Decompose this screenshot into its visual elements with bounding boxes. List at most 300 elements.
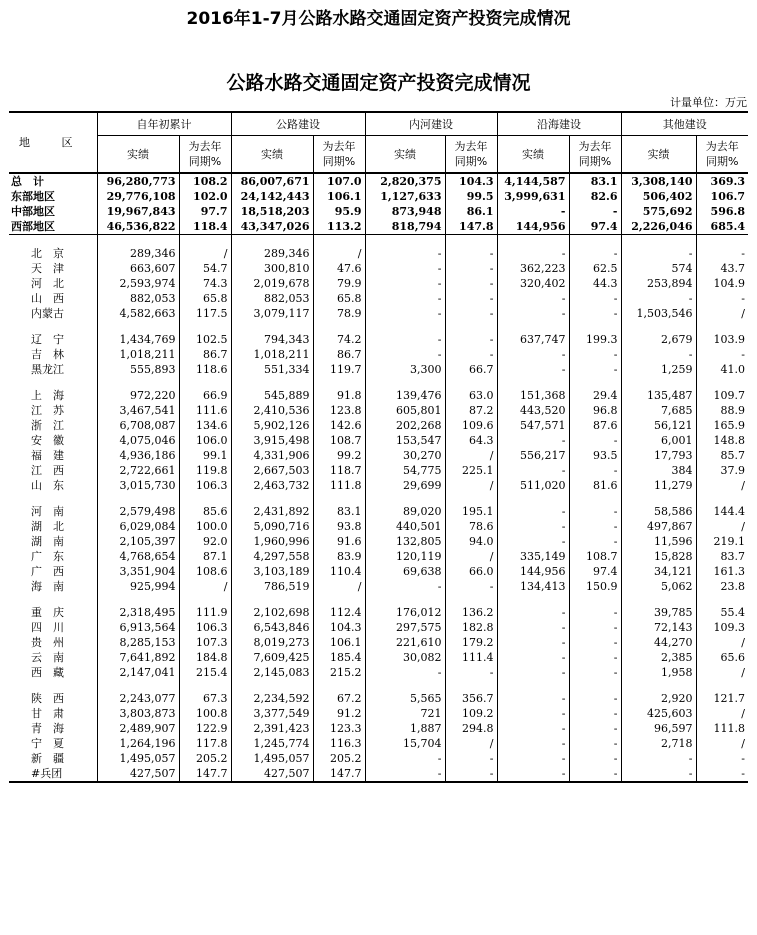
value-cell: 1,887 — [365, 721, 445, 736]
pct-cell: 44.3 — [569, 276, 621, 291]
value-cell: 2,410,536 — [231, 403, 313, 418]
value-cell: - — [497, 504, 569, 519]
value-cell: 7,609,425 — [231, 650, 313, 665]
region-cell: 江 苏 — [31, 404, 64, 417]
value-cell: 3,015,730 — [97, 478, 179, 493]
pct-cell: / — [179, 246, 231, 261]
table-row — [9, 463, 748, 478]
pct-subheader — [696, 136, 748, 174]
region-cell: 黑龙江 — [31, 363, 64, 376]
pct-cell: 54.7 — [179, 261, 231, 276]
region-cell: 湖 南 — [31, 535, 64, 548]
pct-cell: 91.8 — [313, 388, 365, 403]
value-cell: 2,463,732 — [231, 478, 313, 493]
value-cell: 4,144,587 — [497, 173, 569, 189]
value-cell: 2,243,077 — [97, 691, 179, 706]
value-cell: 1,127,633 — [365, 189, 445, 204]
table-row — [9, 519, 748, 534]
pct-cell: 106.1 — [313, 635, 365, 650]
pct-cell: / — [445, 736, 497, 751]
value-cell: - — [497, 706, 569, 721]
pct-cell: - — [445, 751, 497, 766]
value-cell: 545,889 — [231, 388, 313, 403]
spacer-row — [9, 321, 748, 332]
pct-cell: 109.6 — [445, 418, 497, 433]
pct-cell: - — [445, 306, 497, 321]
value-cell: 89,020 — [365, 504, 445, 519]
pct-cell: 83.9 — [313, 549, 365, 564]
value-cell: 362,223 — [497, 261, 569, 276]
region-cell: 西部地区 — [9, 219, 97, 235]
value-cell: 6,001 — [621, 433, 696, 448]
pct-cell: / — [696, 478, 748, 493]
value-cell: 30,082 — [365, 650, 445, 665]
pct-subheader — [445, 136, 497, 174]
pct-cell: - — [569, 706, 621, 721]
pct-cell: 110.4 — [313, 564, 365, 579]
pct-cell: - — [569, 736, 621, 751]
region-cell: 贵 州 — [31, 636, 64, 649]
value-cell: 425,603 — [621, 706, 696, 721]
region-cell: 福 建 — [31, 449, 64, 462]
value-cell: 6,708,087 — [97, 418, 179, 433]
table-row — [9, 347, 748, 362]
value-cell: 2,579,498 — [97, 504, 179, 519]
pct-cell: - — [445, 246, 497, 261]
value-cell: 3,308,140 — [621, 173, 696, 189]
table-row — [9, 605, 748, 620]
pct-cell: 83.1 — [569, 173, 621, 189]
value-cell: - — [497, 605, 569, 620]
pct-cell: - — [569, 691, 621, 706]
value-cell: 86,007,671 — [231, 173, 313, 189]
region-cell: 河 北 — [31, 277, 64, 290]
pct-cell: 87.2 — [445, 403, 497, 418]
pct-cell: 100.0 — [179, 519, 231, 534]
value-cell: 30,270 — [365, 448, 445, 463]
value-cell: 2,820,375 — [365, 173, 445, 189]
pct-cell: - — [569, 519, 621, 534]
table-row — [9, 665, 748, 680]
pct-cell: 85.6 — [179, 504, 231, 519]
value-cell: 556,217 — [497, 448, 569, 463]
value-cell: 2,722,661 — [97, 463, 179, 478]
table-row — [9, 418, 748, 433]
pct-cell: - — [569, 605, 621, 620]
value-cell: 3,803,873 — [97, 706, 179, 721]
value-cell: 551,334 — [231, 362, 313, 377]
pct-cell: - — [569, 766, 621, 782]
pct-cell: / — [313, 579, 365, 594]
pct-subheader-line2: 同期% — [454, 155, 488, 168]
pct-cell: 107.0 — [313, 173, 365, 189]
value-cell: - — [621, 347, 696, 362]
pct-cell: - — [445, 276, 497, 291]
pct-cell: 67.2 — [313, 691, 365, 706]
value-cell: 72,143 — [621, 620, 696, 635]
value-cell: 153,547 — [365, 433, 445, 448]
pct-cell: - — [569, 291, 621, 306]
value-cell: 54,775 — [365, 463, 445, 478]
value-cell: 34,121 — [621, 564, 696, 579]
pct-cell: 123.3 — [313, 721, 365, 736]
pct-cell: 103.9 — [696, 332, 748, 347]
pct-cell: - — [569, 620, 621, 635]
pct-cell: 66.0 — [445, 564, 497, 579]
group-header: 公路建设 — [231, 112, 365, 136]
summary-row — [9, 189, 748, 204]
pct-cell: 92.0 — [179, 534, 231, 549]
region-cell: 青 海 — [31, 722, 64, 735]
value-cell: 2,718 — [621, 736, 696, 751]
value-cell: 135,487 — [621, 388, 696, 403]
value-cell: 39,785 — [621, 605, 696, 620]
pct-cell: - — [569, 306, 621, 321]
pct-cell: 117.5 — [179, 306, 231, 321]
pct-cell: 106.3 — [179, 620, 231, 635]
spacer-row — [9, 235, 748, 247]
pct-cell: - — [696, 246, 748, 261]
pct-subheader-line2: 同期% — [322, 155, 356, 168]
table-row — [9, 635, 748, 650]
value-cell: 2,145,083 — [231, 665, 313, 680]
value-cell: 873,948 — [365, 204, 445, 219]
region-header: 地 区 — [9, 112, 97, 173]
group-header: 沿海建设 — [497, 112, 621, 136]
value-cell: 134,413 — [497, 579, 569, 594]
value-cell: 6,029,084 — [97, 519, 179, 534]
region-cell: 东部地区 — [11, 190, 55, 203]
pct-cell: - — [696, 347, 748, 362]
pct-cell: 142.6 — [313, 418, 365, 433]
pct-cell: 97.7 — [179, 204, 231, 219]
value-cell: 96,280,773 — [97, 173, 179, 189]
pct-cell: 91.2 — [313, 706, 365, 721]
pct-cell: 106.0 — [179, 433, 231, 448]
pct-cell: 93.8 — [313, 519, 365, 534]
value-cell: 2,920 — [621, 691, 696, 706]
value-cell: 574 — [621, 261, 696, 276]
value-cell: 56,121 — [621, 418, 696, 433]
pct-cell: 199.3 — [569, 332, 621, 347]
table-row — [9, 721, 748, 736]
value-cell: - — [497, 665, 569, 680]
value-cell: 5,062 — [621, 579, 696, 594]
pct-cell: 144.4 — [696, 504, 748, 519]
value-cell: 29,776,108 — [97, 189, 179, 204]
pct-cell: 215.4 — [179, 665, 231, 680]
pct-cell: 62.5 — [569, 261, 621, 276]
spacer-row — [9, 377, 748, 388]
pct-cell: 111.4 — [445, 650, 497, 665]
value-cell: - — [497, 620, 569, 635]
pct-cell: / — [696, 665, 748, 680]
table-row — [9, 261, 748, 276]
pct-cell: 47.6 — [313, 261, 365, 276]
pct-cell: 113.2 — [313, 219, 365, 235]
group-header: 内河建设 — [365, 112, 497, 136]
value-cell: 289,346 — [231, 246, 313, 261]
pct-cell: - — [445, 261, 497, 276]
pct-cell: 205.2 — [179, 751, 231, 766]
pct-cell: / — [696, 519, 748, 534]
value-cell: - — [497, 291, 569, 306]
pct-cell: 134.6 — [179, 418, 231, 433]
value-cell: - — [497, 204, 569, 219]
table-row — [9, 448, 748, 463]
pct-cell: - — [569, 347, 621, 362]
table-row — [9, 751, 748, 766]
value-cell: 818,794 — [365, 219, 445, 235]
table-row — [9, 246, 748, 261]
value-cell: 297,575 — [365, 620, 445, 635]
value-cell: - — [365, 347, 445, 362]
value-cell: 6,913,564 — [97, 620, 179, 635]
table-row — [9, 736, 748, 751]
pct-cell: 148.8 — [696, 433, 748, 448]
spacer-row — [9, 680, 748, 691]
pct-cell: 165.9 — [696, 418, 748, 433]
value-cell: 96,597 — [621, 721, 696, 736]
table-row — [9, 549, 748, 564]
value-cell: 2,679 — [621, 332, 696, 347]
pct-cell: 83.7 — [696, 549, 748, 564]
value-cell: - — [365, 261, 445, 276]
table-row — [9, 766, 748, 782]
pct-cell: 150.9 — [569, 579, 621, 594]
pct-cell: 118.4 — [179, 219, 231, 235]
region-cell: 浙 江 — [31, 419, 64, 432]
table-row — [9, 362, 748, 377]
pct-cell: 102.5 — [179, 332, 231, 347]
value-cell: 3,999,631 — [497, 189, 569, 204]
value-cell: 15,704 — [365, 736, 445, 751]
pct-cell: 97.4 — [569, 219, 621, 235]
value-cell: 1,245,774 — [231, 736, 313, 751]
pct-cell: - — [696, 291, 748, 306]
pct-cell: - — [696, 766, 748, 782]
value-cell: 3,300 — [365, 362, 445, 377]
value-cell: 2,391,423 — [231, 721, 313, 736]
value-cell: 547,571 — [497, 418, 569, 433]
pct-cell: 78.6 — [445, 519, 497, 534]
value-cell: 335,149 — [497, 549, 569, 564]
pct-cell: 106.7 — [696, 189, 748, 204]
pct-cell: - — [569, 751, 621, 766]
region-cell: 山 西 — [31, 292, 64, 305]
value-cell: - — [497, 766, 569, 782]
table-row — [9, 534, 748, 549]
pct-cell: 596.8 — [696, 204, 748, 219]
pct-cell: 205.2 — [313, 751, 365, 766]
value-cell: 17,793 — [621, 448, 696, 463]
value-cell: 1,434,769 — [97, 332, 179, 347]
region-cell: 新 疆 — [31, 752, 64, 765]
pct-subheader-line1: 为去年 — [578, 140, 612, 153]
value-cell: - — [365, 332, 445, 347]
value-cell: 300,810 — [231, 261, 313, 276]
value-cell: - — [365, 751, 445, 766]
value-cell: 24,142,443 — [231, 189, 313, 204]
pct-cell: / — [445, 549, 497, 564]
value-cell: - — [497, 347, 569, 362]
value-cell: 176,012 — [365, 605, 445, 620]
pct-cell: 111.6 — [179, 403, 231, 418]
pct-subheader — [569, 136, 621, 174]
pct-subheader-line1: 为去年 — [322, 140, 356, 153]
spacer-row — [9, 594, 748, 605]
value-cell: - — [497, 246, 569, 261]
pct-subheader — [179, 136, 231, 174]
pct-cell: 65.8 — [313, 291, 365, 306]
pct-cell: 161.3 — [696, 564, 748, 579]
pct-cell: 99.2 — [313, 448, 365, 463]
group-header: 其他建设 — [621, 112, 748, 136]
pct-cell: 356.7 — [445, 691, 497, 706]
table-header — [9, 112, 748, 173]
pct-cell: / — [696, 306, 748, 321]
pct-cell: 65.8 — [179, 291, 231, 306]
pct-cell: 66.9 — [179, 388, 231, 403]
region-cell: 海 南 — [31, 580, 64, 593]
pct-cell: 107.3 — [179, 635, 231, 650]
pct-cell: 225.1 — [445, 463, 497, 478]
summary-row — [9, 219, 748, 235]
value-cell: 1,958 — [621, 665, 696, 680]
region-cell: 上 海 — [31, 389, 64, 402]
pct-cell: 219.1 — [696, 534, 748, 549]
region-cell: 河 南 — [31, 505, 64, 518]
pct-cell: - — [569, 635, 621, 650]
pct-cell: 97.4 — [569, 564, 621, 579]
value-cell: - — [621, 291, 696, 306]
pct-cell: 67.3 — [179, 691, 231, 706]
pct-cell: 104.3 — [445, 173, 497, 189]
pct-cell: / — [313, 246, 365, 261]
pct-cell: 78.9 — [313, 306, 365, 321]
region-cell: 北 京 — [31, 247, 64, 260]
pct-cell: 82.6 — [569, 189, 621, 204]
value-cell: 2,105,397 — [97, 534, 179, 549]
region-cell: 广 西 — [31, 565, 64, 578]
summary-row — [9, 204, 748, 219]
table-row — [9, 332, 748, 347]
value-cell: 139,476 — [365, 388, 445, 403]
value-cell: 384 — [621, 463, 696, 478]
value-cell: 2,019,678 — [231, 276, 313, 291]
value-cell: 8,019,273 — [231, 635, 313, 650]
pct-cell: 294.8 — [445, 721, 497, 736]
value-cell: 663,607 — [97, 261, 179, 276]
pct-cell: 118.6 — [179, 362, 231, 377]
value-cell: 786,519 — [231, 579, 313, 594]
value-cell: 7,685 — [621, 403, 696, 418]
value-cell: - — [365, 766, 445, 782]
pct-cell: 109.2 — [445, 706, 497, 721]
unit-label: 计量单位：万元 — [670, 96, 747, 109]
pct-cell: 91.6 — [313, 534, 365, 549]
pct-cell: - — [445, 665, 497, 680]
value-cell: 4,075,046 — [97, 433, 179, 448]
value-cell: - — [497, 691, 569, 706]
region-cell: 甘 肃 — [31, 707, 64, 720]
value-cell: 18,518,203 — [231, 204, 313, 219]
table-row — [9, 504, 748, 519]
region-cell: 内蒙古 — [31, 307, 64, 320]
value-cell: 497,867 — [621, 519, 696, 534]
pct-cell: - — [696, 751, 748, 766]
pct-cell: 55.4 — [696, 605, 748, 620]
value-subheader: 实绩 — [621, 136, 696, 174]
pct-cell: 108.6 — [179, 564, 231, 579]
summary-row — [9, 173, 748, 189]
pct-cell: 37.9 — [696, 463, 748, 478]
pct-cell: 104.9 — [696, 276, 748, 291]
pct-cell: 87.1 — [179, 549, 231, 564]
table-title: 公路水路交通固定资产投资完成情况 — [226, 72, 531, 94]
pct-cell: 65.6 — [696, 650, 748, 665]
value-cell: 144,956 — [497, 219, 569, 235]
value-cell: 4,331,906 — [231, 448, 313, 463]
document-title: 2016年1-7月公路水路交通固定资产投资完成情况 — [186, 9, 571, 29]
pct-cell: 29.4 — [569, 388, 621, 403]
pct-cell: 147.7 — [179, 766, 231, 782]
value-cell: 3,377,549 — [231, 706, 313, 721]
value-cell: 221,610 — [365, 635, 445, 650]
pct-cell: 95.9 — [313, 204, 365, 219]
pct-cell: 66.7 — [445, 362, 497, 377]
value-cell: - — [365, 291, 445, 306]
value-cell: 1,259 — [621, 362, 696, 377]
value-cell: 555,893 — [97, 362, 179, 377]
pct-cell: 93.5 — [569, 448, 621, 463]
pct-cell: 122.9 — [179, 721, 231, 736]
table-row — [9, 388, 748, 403]
value-cell: 440,501 — [365, 519, 445, 534]
pct-cell: 109.3 — [696, 620, 748, 635]
pct-cell: 86.7 — [179, 347, 231, 362]
region-cell: 陕 西 — [31, 692, 64, 705]
pct-subheader-line2: 同期% — [706, 155, 739, 168]
table-row — [9, 650, 748, 665]
pct-cell: - — [445, 332, 497, 347]
value-subheader: 实绩 — [365, 136, 445, 174]
pct-cell: 147.8 — [445, 219, 497, 235]
pct-cell: 100.8 — [179, 706, 231, 721]
pct-subheader-line1: 为去年 — [705, 140, 739, 153]
pct-cell: 23.8 — [696, 579, 748, 594]
pct-subheader-line1: 为去年 — [454, 140, 488, 153]
value-cell: 2,593,974 — [97, 276, 179, 291]
region-cell: 辽 宁 — [31, 333, 64, 346]
table-row — [9, 579, 748, 594]
value-cell: 69,638 — [365, 564, 445, 579]
value-cell: 882,053 — [231, 291, 313, 306]
group-header: 自年初累计 — [97, 112, 231, 136]
value-cell: - — [497, 534, 569, 549]
value-cell: 443,520 — [497, 403, 569, 418]
value-cell: 5,090,716 — [231, 519, 313, 534]
region-cell: 重 庆 — [31, 606, 64, 619]
value-cell: - — [497, 635, 569, 650]
value-cell: - — [621, 246, 696, 261]
value-cell: 43,347,026 — [231, 219, 313, 235]
table-row — [9, 564, 748, 579]
pct-cell: 685.4 — [696, 219, 748, 235]
value-cell: 2,385 — [621, 650, 696, 665]
region-cell: 吉 林 — [31, 348, 64, 361]
value-cell: 1,018,211 — [231, 347, 313, 362]
